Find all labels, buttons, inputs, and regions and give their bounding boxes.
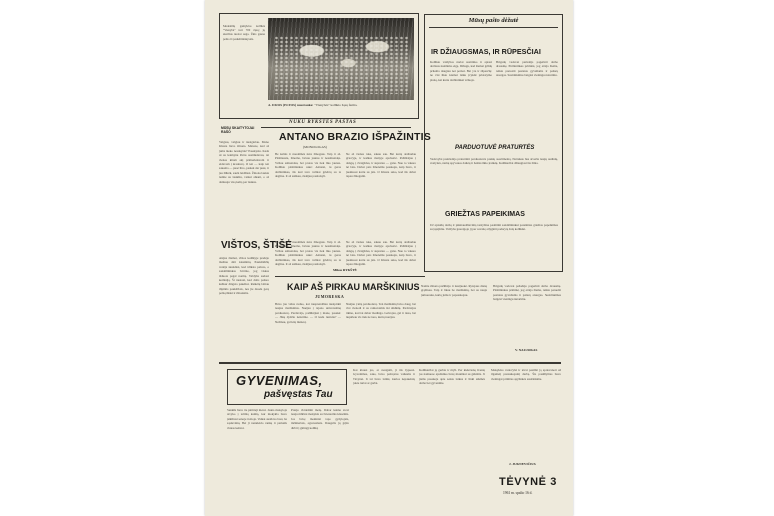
photo-side-caption: Medelėlių gamyklos kolūkis "Vienybė" turi 700 žąsų; jų skaičius nuolat auga. Ūkis gauna pelno iš paukštininkystės. [223, 24, 265, 41]
life-headline-2: pašvęstas Tau [264, 389, 333, 400]
antanas-column-2: Be kaltės ir nuodėmės nėra žmogaus. Taip ir aš. Pirmiausia, žinoma, buvau jaunas ir nesubrendęs. Vėliau subrendau, bet protas vis tiek liko jaunas. Kolūkio pirmininkas sakė: Antanai, tu geras darbininkas, tik kad tave velniai griebtų su ta degtine. Ir aš sutikau, žadėjau pasitaisyti. [275, 152, 341, 179]
masthead-date: 1961 m. spalio 16 d. [503, 491, 533, 495]
life-column-5: Mokyklos vadovybė ir tėvai pasiūlė ją apdovanoti už ilgametį pasiaukojantį darbą. Šis pasiūlymas buvo vieningai priimtas apylinkės susirinkime. [491, 368, 561, 381]
life-headline-box [227, 369, 347, 405]
section-label: MŪSŲ SKAITYTOJAI RAŠO [221, 126, 255, 134]
photo-block [219, 13, 419, 119]
life-column-3: Kai klausi jos, ar nesigaili, ji tik šypsosi. Gyvenimas, sako, buvo pašvęstas vaikams ir Tėvynei. Ir tai buvo laimė, kurios nepakeistų jokie turtai ar garbė. [353, 368, 415, 386]
geese-flock [274, 36, 408, 94]
life-headline-1: GYVENIMAS, [236, 373, 323, 388]
shirt-subtitle: JUMORESKA [315, 294, 345, 299]
right-column-lower: Brigadų vadovai pažadėjo pagerinti darbo drausmę. Pirmininkas priminė, jog artėja žiema, reikia paruošti pastatus gyvuliams ir pašarų atsargas. Susirinkimas baigėsi vieningu nutarimu. [493, 284, 561, 302]
antanas-subtitle: (MONOLOGAS) [303, 145, 327, 149]
life-column-1: Sunkūs buvo tie pirmieji metai. Jauna mokytoja atvyko į tolimą kaimą, kur mokykla buvo įsikūrusi senoje troboje. Vaikai ateidavo basi, be sąsiuvinių. Bet ji nenuleido rankų ir pamažu viskas keitėsi. [227, 408, 287, 430]
newspaper-page [205, 0, 573, 516]
joy-headline: IR DŽIAUGSMAS, IR RŪPESČIAI [431, 47, 541, 56]
shirt-headline: KAIP AŠ PIRKAU MARŠKINIUS [287, 282, 420, 292]
antanas-headline: ANTANO BRAZIO IŠPAŽINTIS [279, 131, 431, 143]
mailbox-header: Mūsų pašto dėžutė [468, 17, 519, 24]
geese-photo [268, 18, 414, 100]
kicker-rule [261, 127, 411, 128]
life-column-4: Kolūkiečiai ją gerbia ir myli. Per kiekvieną šventę jos namuose apsilanko buvę mokiniai su gėlėmis. Ji jiems pasakoja apie senus laikus ir linki sėkmės darbe bei gyvenime. [419, 368, 485, 386]
vistos-column: Atėjus žiemai, vištos kolūkyje pradėjo mažiau dėti kiaušinių. Paukštidžių vedėja skundėsi, kad trūksta pašaro, o sandėlininkas tvirtino, jog viskas išduota pagal normą. Valdyba sudarė komisiją. Ši nustatė, kad dalis pašaro kažkur dingsta pakeliui. Reikėtų labiau rūpintis paukščiais, nes jie duoda gerą pelną ūkiui ir žmonėms. [219, 256, 269, 296]
bottom-divider [219, 362, 561, 364]
mailbox-box [424, 14, 563, 272]
vistos-column-extra-2: Ne aš vienas toks, sakau sau. Bet kartą atsibudau griovyje, ir kažkas manyje apsivertė. Pažiūrėjau į dangų, į žvaigždes, ir supratau — gana. Nuo to vakaro nė lašo. Dabar pats žmonėms pasakoju, kaip buvo, ir juokiuosi kartu su jais. O žmona sako, kad tik dabar tapau žmogumi. [346, 240, 416, 266]
kicker: NUKŪ RYKŠTES PAŠTAS [289, 120, 357, 125]
shirt-column-2: Nuėjau į kitą parduotuvę. Ten marškinių buvo daug, bet visi vienodi ir su rankovėmis iki alkūnių. Pardavėjas tikino, kad tai dabar madinga. Galvojau, gal ir tiesa, bet nupirkau vis tiek ne tuos, kurių norėjau. [346, 302, 416, 320]
antanas-column-1: Valgiau, valgiau ir nusigėriau. Mano žmona buvo žmona. Manote, kad aš jums nieko nesakysiu? Pasakysiu. Kada aš su kaimynu Petru susitikdavau, tai vienas kitam akį primerkdavom ir eidavom į krautuvę. O ten — kaip ten sakoma — pusė litro, paskui dar pusė, ir jau žiūrėk, saulė leidžiasi. Žmona laukia namie su šaukštu, vaikai alkani, o aš dainuoju visą kelią per laukus. [219, 140, 269, 184]
shirt-column-1: Buvo jau vėlus ruduo, kai nusprendžiau nusipirkti naujus marškinius. Nuėjau į rajono universalinę parduotuvę. Pardavėja, pažiūrėjusi į mane, pasakė: — Jūsų dydžio neturime. — O kada turėsite? — Nežinau, gal kitą mėnesį. [275, 302, 341, 324]
severe-headline: GRIEŽTAS PAPEIKIMAS [445, 211, 525, 218]
life-column-2: Praėjo dvidešimt metų. Dabar kaime stovi nauja mūrinė mokykla su šviesiomis klasėmis. Jos buvę mokiniai tapo gydytojais, inžinieriais, agronomais. Daugelis jų grįžo dirbti į gimtąjį kolūkį. [291, 408, 349, 430]
vistos-column-extra: Be kaltės ir nuodėmės nėra žmogaus. Taip ir aš. Pirmiausia, žinoma, buvau jaunas ir nesubrendęs. Vėliau subrendau, bet protas vis tiek liko jaunas. Kolūkio pirmininkas sakė: Antanai, tu geras darbininkas, tik kad tave velniai griebtų su ta degtine. Ir aš sutikau, žadėjau pasitaisyti. [275, 240, 341, 267]
mail-column-4: Už aplaidų darbą ir piktnaudžiavimą tarnybine padėtimi sandėlininkui pareikštas griežtas papeikimas su įspėjimu. Valdyba įpareigojo jį per savaitę atlyginti padarytą žalą kolūkiui. [430, 223, 558, 232]
mail-column-3: Vadovybė pasižadėjo praturtinti parduotuvės prekių asortimentą. Netrukus bus atvežta naujų audinių, avalynės, namų apyvokos daiktų ir žemės ūkio įrankių. Kolūkiečiai džiaugiasi šia žinia. [430, 157, 558, 166]
photo-credit-prefix: A. DIJOS (ELTOS) nuotrauka: [268, 103, 314, 107]
mail-column-1: Kolūkio valdybos nariai susirinko ir aptarė derliaus nuėmimo eigą. Džiugu, kad šiemet grūdų prikulta daugiau nei pernai. Bet yra ir rūpesčių: ne visi ūkio kiemai laiku įvykdė pristatymo planą, kai kurie darbininkai vėluoja. [430, 60, 492, 82]
sells-headline: PARDUOTUVĖ PRATURTĖS [455, 145, 535, 151]
mailbox-header-rule [429, 27, 558, 28]
signature-naujokas: V. NAUJOKAS [515, 348, 538, 352]
shirt-top-rule [275, 276, 425, 277]
signature-rykste: Mikas RYKŠTĖ [333, 268, 357, 272]
mail-column-2: Brigadų vadovai pažadėjo pagerinti darbo drausmę. Pirmininkas priminė, jog artėja žiema, reikia paruošti pastatus gyvuliams ir pašarų atsargas. Susirinkimas baigėsi vieningu nutarimu. [496, 60, 558, 78]
shirt-column-3: Namie žmona pažiūrėjo ir nusijuokė. Rytojaus dieną grąžinau. Taip ir likau be marškinių, bet su nauja jumoreska, kurią jums ir papasakojau. [421, 284, 487, 297]
masthead: TĖVYNĖ 3 [499, 476, 557, 488]
vistos-headline: VIŠTOS, ŠTIŠĖ [221, 240, 292, 251]
photo-credit [268, 103, 416, 107]
antanas-column-3: Ne aš vienas toks, sakau sau. Bet kartą atsibudau griovyje, ir kažkas manyje apsivertė. Pažiūrėjau į dangų, į žvaigždes, ir supratau — gana. Nuo to vakaro nė lašo. Dabar pats žmonėms pasakoju, kaip buvo, ir juokiuosi kartu su jais. O žmona sako, kad tik dabar tapau žmogumi. [346, 152, 416, 179]
photo-credit-text: "Vienybės" kolūkio žąsų ferma. [314, 103, 358, 107]
signature-juknevicius: J. JUKNEVIČIUS [509, 462, 536, 466]
